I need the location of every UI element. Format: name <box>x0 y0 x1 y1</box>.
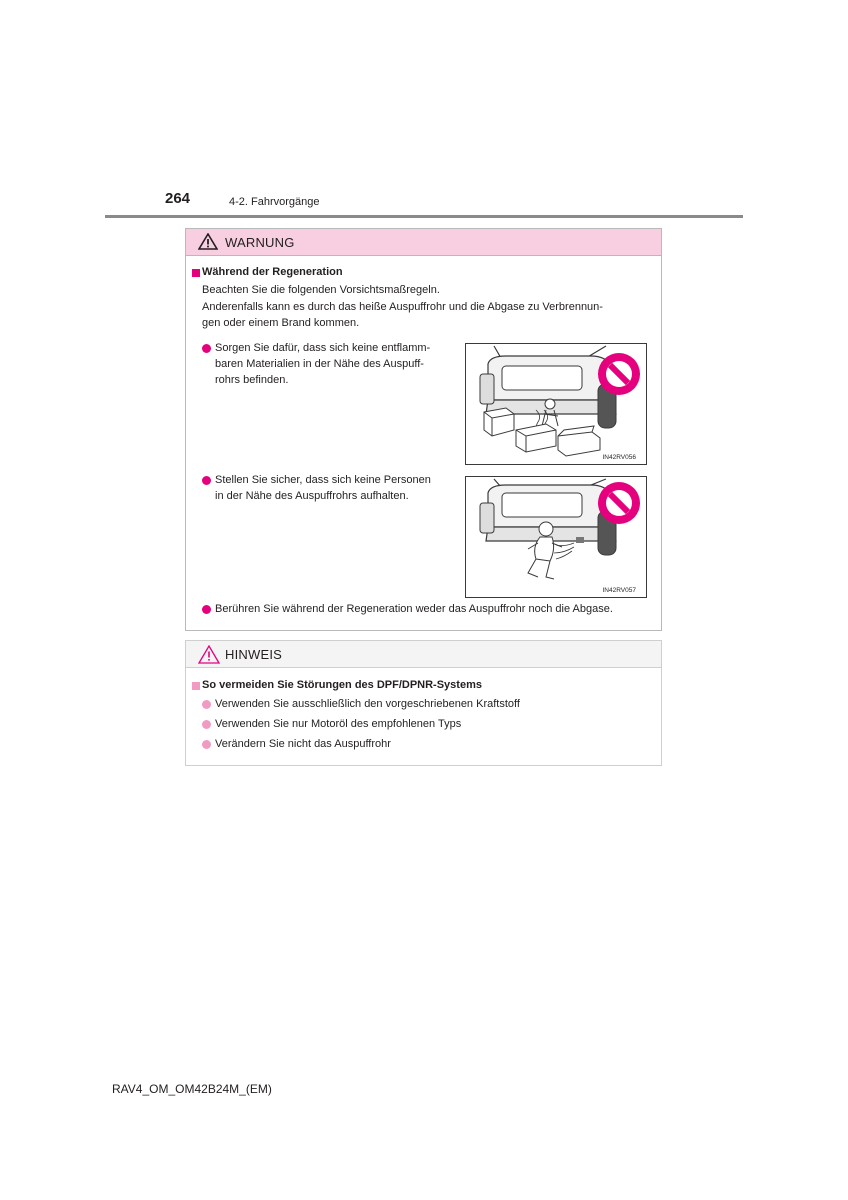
warning-header <box>186 229 661 256</box>
page-number: 264 <box>165 190 191 207</box>
illustration-flammable-materials <box>465 343 647 465</box>
notice-item-1: Verwenden Sie ausschließlich den vorgeschriebenen Kraftstoff <box>215 698 520 710</box>
notice-item3-marker <box>202 740 211 749</box>
notice-item1-marker <box>202 700 211 709</box>
notice-header <box>186 641 661 668</box>
notice-triangle-icon <box>198 645 220 664</box>
notice-heading-marker <box>192 682 200 690</box>
warning-heading-marker <box>192 269 200 277</box>
warning-triangle-icon <box>198 233 218 250</box>
bullet1-marker <box>202 344 211 353</box>
notice-item-2: Verwenden Sie nur Motoröl des empfohlenen Typs <box>215 718 462 730</box>
warning-box <box>185 228 662 631</box>
car-rear-boxes-illustration <box>466 344 646 464</box>
notice-item2-marker <box>202 720 211 729</box>
bullet1-line1: Sorgen Sie dafür, dass sich keine entflamm- <box>215 342 431 354</box>
illustration-persons-near-exhaust <box>465 476 647 598</box>
notice-title: HINWEIS <box>225 647 283 662</box>
warning-intro-line2: Anderenfalls kann es durch das heiße Auspuffrohr und die Abgase zu Verbrennun- <box>202 301 603 313</box>
bullet3-marker <box>202 605 211 614</box>
car-rear-person-illustration <box>466 477 646 597</box>
notice-box <box>185 640 662 766</box>
warning-intro-line1: Beachten Sie die folgenden Vorsichtsmaßregeln. <box>202 284 440 296</box>
image-code-2: IN42RV057 <box>602 587 636 594</box>
notice-item-3: Verändern Sie nicht das Auspuffrohr <box>215 738 391 750</box>
header-divider <box>105 215 743 218</box>
notice-heading: So vermeiden Sie Störungen des DPF/DPNR-Systems <box>202 679 482 691</box>
bullet1-line2: baren Materialien in der Nähe des Auspuff- <box>215 358 424 370</box>
bullet3-text: Berühren Sie während der Regeneration weder das Auspuffrohr noch die Abgase. <box>215 603 613 615</box>
bullet2-line2: in der Nähe des Auspuffrohrs aufhalten. <box>215 490 409 502</box>
warning-title: WARNUNG <box>225 235 295 250</box>
warning-heading: Während der Regeneration <box>202 266 343 278</box>
bullet2-marker <box>202 476 211 485</box>
warning-intro-line3: gen oder einem Brand kommen. <box>202 317 360 329</box>
footer-code: RAV4_OM_OM42B24M_(EM) <box>112 1082 272 1096</box>
bullet2-line1: Stellen Sie sicher, dass sich keine Personen <box>215 474 431 486</box>
bullet1-line3: rohrs befinden. <box>215 374 289 386</box>
section-title: 4-2. Fahrvorgänge <box>229 196 320 208</box>
image-code-1: IN42RV056 <box>602 454 636 461</box>
